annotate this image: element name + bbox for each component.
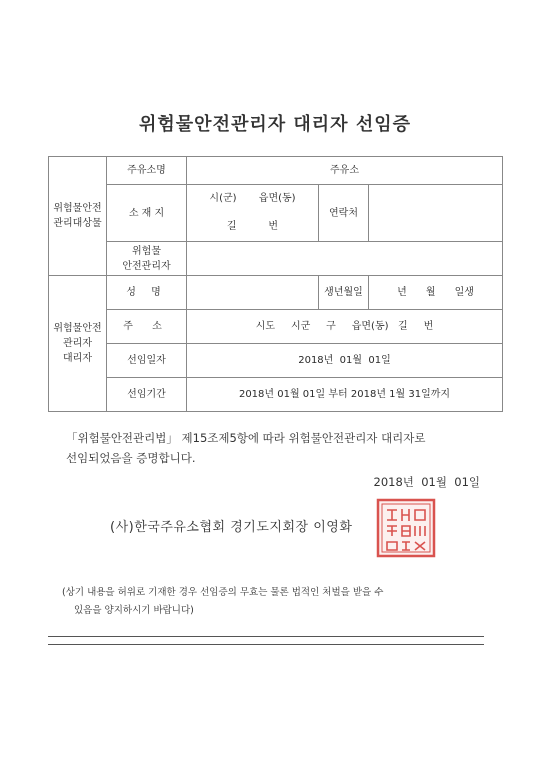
appoint-period-label: 선임기간 [107,378,187,412]
birth-value [369,276,503,310]
manager-row [49,242,503,276]
location-town: 읍면(동) [258,193,296,204]
contact-label: 연락처 [319,185,369,242]
document-title: 위험물안전관리자 대리자 선임증 [139,114,411,135]
note-line-1: (상기 내용을 허위로 기재한 경우 선임증의 무효는 물론 법적인 처벌을 받을 수 [62,587,384,598]
location-value [187,185,319,242]
birth-day: 일생 [454,287,474,298]
appoint-period-row [49,378,503,412]
managed-object-group-label: 위험물안전 관리대상물 [49,157,107,276]
statement-line-1: 「위험물안전관리법」 제15조제5항에 따라 위험물안전관리자 대리자로 [66,431,426,445]
official-seal-icon [376,498,436,558]
statement-paragraph [66,428,496,468]
address-row [49,310,503,344]
disclaimer-note [62,584,482,620]
location-row [49,185,503,242]
birth-year: 년 [397,287,407,298]
appoint-date-row [49,344,503,378]
station-row [49,157,503,185]
manager-value [187,242,503,276]
name-value [187,276,319,310]
deputy-group-label: 위험물안전 관리자 대리자 [49,276,107,412]
issuer-signature: (사)한국주유소협회 경기도지회장 이영화 [110,520,353,535]
location-number: 번 [268,221,279,232]
station-name-value: 주유소 [187,157,503,185]
statement-line-2: 선임되었음을 증명합니다. [66,451,196,465]
appoint-period-value: 2018년 01월 01일 부터 2018년 1월 31일까지 [187,378,503,412]
appoint-date-label: 선임일자 [107,344,187,378]
address-label: 주 소 [107,310,187,344]
address-value: 시도 시군 구 읍면(동) 길 번 [187,310,503,344]
birth-month: 월 [425,287,436,298]
name-row [49,276,503,310]
birth-label: 생년월일 [319,276,369,310]
note-line-2: 있음을 양지하시기 바랍니다) [74,605,194,616]
location-city: 시(군) [209,193,237,204]
name-label: 성 명 [107,276,187,310]
station-name-label: 주유소명 [107,157,187,185]
issue-date: 2018년 01월 01일 [373,475,480,489]
appoint-date-value: 2018년 01월 01일 [187,344,503,378]
divider-line-top [48,636,484,637]
location-road: 길 [226,221,237,232]
manager-label: 위험물 안전관리자 [107,242,187,276]
divider-line-bottom [48,644,484,645]
appointment-form-table [48,156,503,412]
contact-value [369,185,503,242]
location-label: 소 재 지 [107,185,187,242]
